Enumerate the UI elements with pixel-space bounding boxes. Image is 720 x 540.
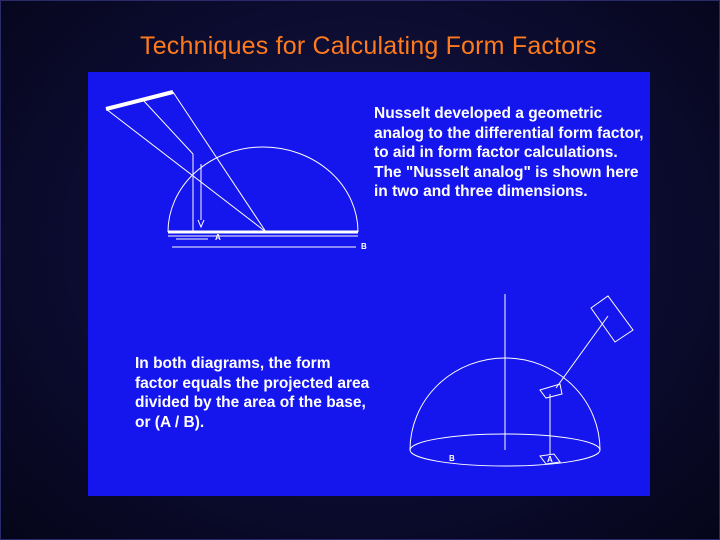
diagram-3d-label-b: B xyxy=(449,454,455,463)
diagram-2d-projection-arrow xyxy=(198,220,204,227)
diagram-2d-ray-mid xyxy=(143,100,193,154)
diagram-2d-label-b: B xyxy=(361,242,367,251)
diagram-2d-semicircle xyxy=(168,147,358,232)
slide-title: Techniques for Calculating Form Factors xyxy=(140,32,597,60)
diagram-3d-ray xyxy=(556,316,608,388)
diagram-2d xyxy=(106,92,358,247)
form-factor-explanation: In both diagrams, the form factor equals the projected area divided by the area of the base, or (A / B). xyxy=(135,355,370,431)
diagram-3d xyxy=(410,294,633,466)
diagram-2d-ray-right xyxy=(173,92,266,232)
diagram-3d-patch xyxy=(591,296,633,342)
figure-panel xyxy=(88,72,650,496)
diagram-2d-patch xyxy=(106,92,173,109)
diagram-2d-label-a: A xyxy=(215,233,221,242)
diagram-2d-ray-left xyxy=(106,109,266,232)
diagram-3d-label-a: A xyxy=(547,455,553,464)
nusselt-description: Nusselt developed a geometric analog to the differential form factor, to aid in form factor calculations. The "Nusselt analog" is shown here in two and three dimensions. xyxy=(374,105,644,200)
diagram-3d-projected-patch xyxy=(540,384,562,398)
